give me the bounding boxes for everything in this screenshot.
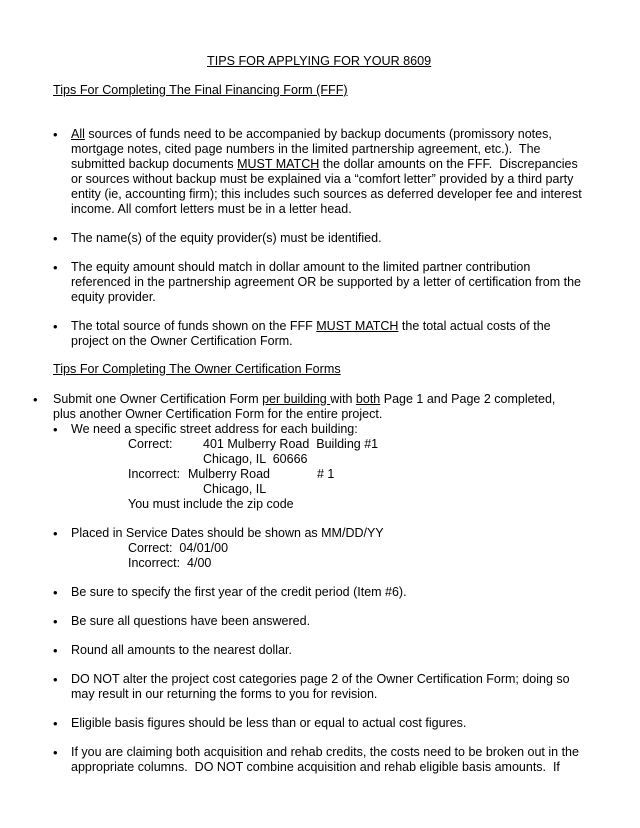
address-zip-note: You must include the zip code [128, 497, 294, 511]
fff-total-line-1: The total source of funds shown on the FFF MUST MATCH the total actual costs of the [71, 319, 551, 333]
fff-equity-amount-line-3: equity provider. [71, 290, 156, 304]
bullet-icon: • [53, 422, 58, 437]
bullet-icon: • [53, 231, 58, 246]
bullet-icon: • [53, 526, 58, 541]
section-fff-heading: Tips For Completing The Final Financing Form (FFF) [53, 83, 348, 97]
fff-equity-amount-line-2: referenced in the partnership agreement OR be supported by a letter of certification from the [71, 275, 581, 289]
questions-tip: Be sure all questions have been answered. [71, 614, 311, 628]
acquisition-tip-line-1: If you are claiming both acquisition and rehab credits, the costs need to be broken out in the [71, 745, 579, 759]
address-correct-line-1: 401 Mulberry Road Building #1 [203, 437, 379, 451]
alter-tip-line-2: may result in our returning the forms to you for revision. [71, 687, 378, 701]
bullet-icon: • [53, 127, 58, 142]
dates-incorrect: Incorrect: 4/00 [128, 556, 212, 570]
bullet-icon: • [33, 392, 38, 407]
dates-correct: Correct: 04/01/00 [128, 541, 229, 555]
fff-equity-amount-line-1: The equity amount should match in dollar amount to the limited partner contribution [71, 260, 531, 274]
credit-period-tip: Be sure to specify the first year of the credit period (Item #6). [71, 585, 407, 599]
owner-cert-main-line-2: plus another Owner Certification Form for the entire project. [53, 407, 383, 421]
fff-sources-line-3: submitted backup documents MUST MATCH the dollar amounts on the FFF. Discrepancies [71, 157, 578, 171]
address-intro: We need a specific street address for each building: [71, 422, 358, 436]
address-correct-label: Correct: [128, 437, 173, 451]
bullet-icon: • [53, 319, 58, 334]
acquisition-tip-line-2: appropriate columns. DO NOT combine acquisition and rehab eligible basis amounts. If [71, 760, 560, 774]
address-incorrect-line-1: Mulberry Road [188, 467, 270, 481]
section-owner-cert-heading: Tips For Completing The Owner Certification Forms [53, 362, 341, 376]
bullet-icon: • [53, 614, 58, 629]
bullet-icon: • [53, 716, 58, 731]
owner-cert-main-line-1: Submit one Owner Certification Form per building with both Page 1 and Page 2 completed, [53, 392, 556, 406]
round-tip: Round all amounts to the nearest dollar. [71, 643, 292, 657]
bullet-icon: • [53, 745, 58, 760]
fff-sources-line-5: entity (ie, accounting firm); this includes such sources as deferred developer fee and interest [71, 187, 582, 201]
address-incorrect-label: Incorrect: [128, 467, 181, 481]
address-correct-line-2: Chicago, IL 60666 [203, 452, 308, 466]
bullet-icon: • [53, 260, 58, 275]
fff-sources-line-4: or sources without backup must be explained via a “comfort letter” provided by a third party [71, 172, 574, 186]
address-incorrect-number: # 1 [317, 467, 335, 481]
page-title: TIPS FOR APPLYING FOR YOUR 8609 [207, 54, 432, 68]
fff-sources-line-1: All sources of funds need to be accompanied by backup documents (promissory notes, [71, 127, 552, 141]
alter-tip-line-1: DO NOT alter the project cost categories page 2 of the Owner Certification Form; doing so [71, 672, 570, 686]
dates-intro: Placed in Service Dates should be shown as MM/DD/YY [71, 526, 384, 540]
fff-equity-provider: The name(s) of the equity provider(s) must be identified. [71, 231, 382, 245]
bullet-icon: • [53, 672, 58, 687]
bullet-icon: • [53, 643, 58, 658]
fff-total-line-2: project on the Owner Certification Form. [71, 334, 293, 348]
fff-sources-line-2: mortgage notes, cited page numbers in the limited partnership agreement, etc.). The [71, 142, 541, 156]
eligible-basis-tip: Eligible basis figures should be less than or equal to actual cost figures. [71, 716, 467, 730]
bullet-icon: • [53, 585, 58, 600]
address-incorrect-line-2: Chicago, IL [203, 482, 267, 496]
fff-sources-line-6: income. All comfort letters must be in a letter head. [71, 202, 352, 216]
